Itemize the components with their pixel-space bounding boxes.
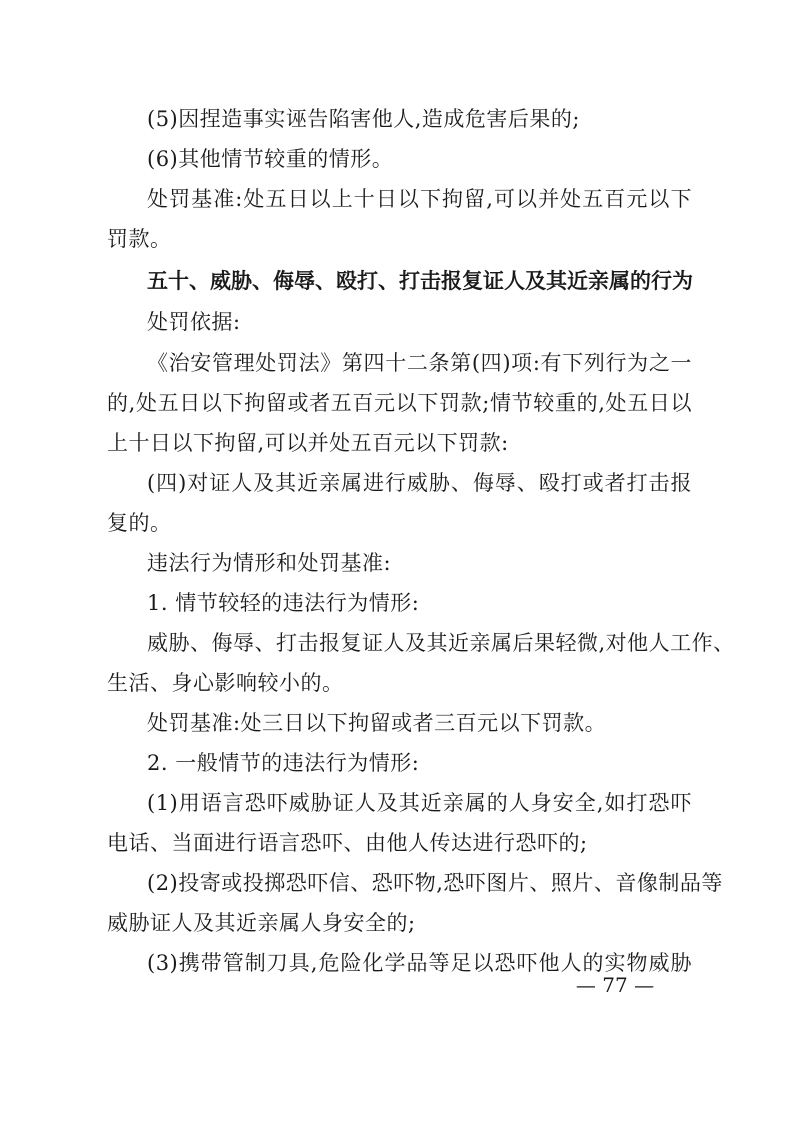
text-line-general-circumstance: 2. 一般情节的违法行为情形:	[147, 751, 420, 775]
text-line-item-5: (5)因捏造事实诬告陷害他人,造成危害后果的;	[147, 107, 580, 131]
text-line-penalty-basis: 处罚基准:处五日以上十日以下拘留,可以并处五百元以下	[147, 187, 692, 211]
text-line-clause-4-cont: 复的。	[107, 511, 172, 535]
text-line-minor-circumstance: 1. 情节较轻的违法行为情形:	[147, 591, 420, 615]
text-line-minor-description-cont: 生活、身心影响较小的。	[107, 671, 344, 695]
text-line-circumstances-label: 违法行为情形和处罚基准:	[147, 551, 392, 575]
text-line-clause-4: (四)对证人及其近亲属进行威胁、侮辱、殴打或者打击报	[147, 471, 692, 495]
page-number: — 77 —	[575, 973, 655, 997]
text-line-law-quote-cont-1: 的,处五日以下拘留或者五百元以下罚款;情节较重的,处五日以	[107, 391, 692, 415]
text-line-law-quote: 《治安管理处罚法》第四十二条第(四)项:有下列行为之一	[147, 351, 692, 375]
text-line-law-quote-cont-2: 上十日以下拘留,可以并处五百元以下罚款:	[107, 431, 509, 455]
text-line-item-6: (6)其他情节较重的情形。	[147, 147, 394, 171]
section-heading-50: 五十、威胁、侮辱、殴打、打击报复证人及其近亲属的行为	[147, 268, 693, 293]
text-line-general-item-1-cont: 电话、当面进行语言恐吓、由他人传达进行恐吓的;	[107, 831, 588, 855]
text-line-legal-basis-label: 处罚依据:	[147, 310, 241, 334]
text-line-general-item-2: (2)投寄或投掷恐吓信、恐吓物,恐吓图片、照片、音像制品等	[147, 871, 723, 895]
text-line-general-item-2-cont: 威胁证人及其近亲属人身安全的;	[107, 911, 416, 935]
text-line-minor-penalty: 处罚基准:处三日以下拘留或者三百元以下罚款。	[147, 711, 607, 735]
text-line-general-item-1: (1)用语言恐吓威胁证人及其近亲属的人身安全,如打恐吓	[147, 791, 692, 815]
text-line-minor-description: 威胁、侮辱、打击报复证人及其近亲属后果轻微,对他人工作、	[147, 631, 735, 655]
text-line-penalty-basis-cont: 罚款。	[107, 227, 172, 251]
text-line-general-item-3: (3)携带管制刀具,危险化学品等足以恐吓他人的实物威胁	[147, 951, 692, 975]
